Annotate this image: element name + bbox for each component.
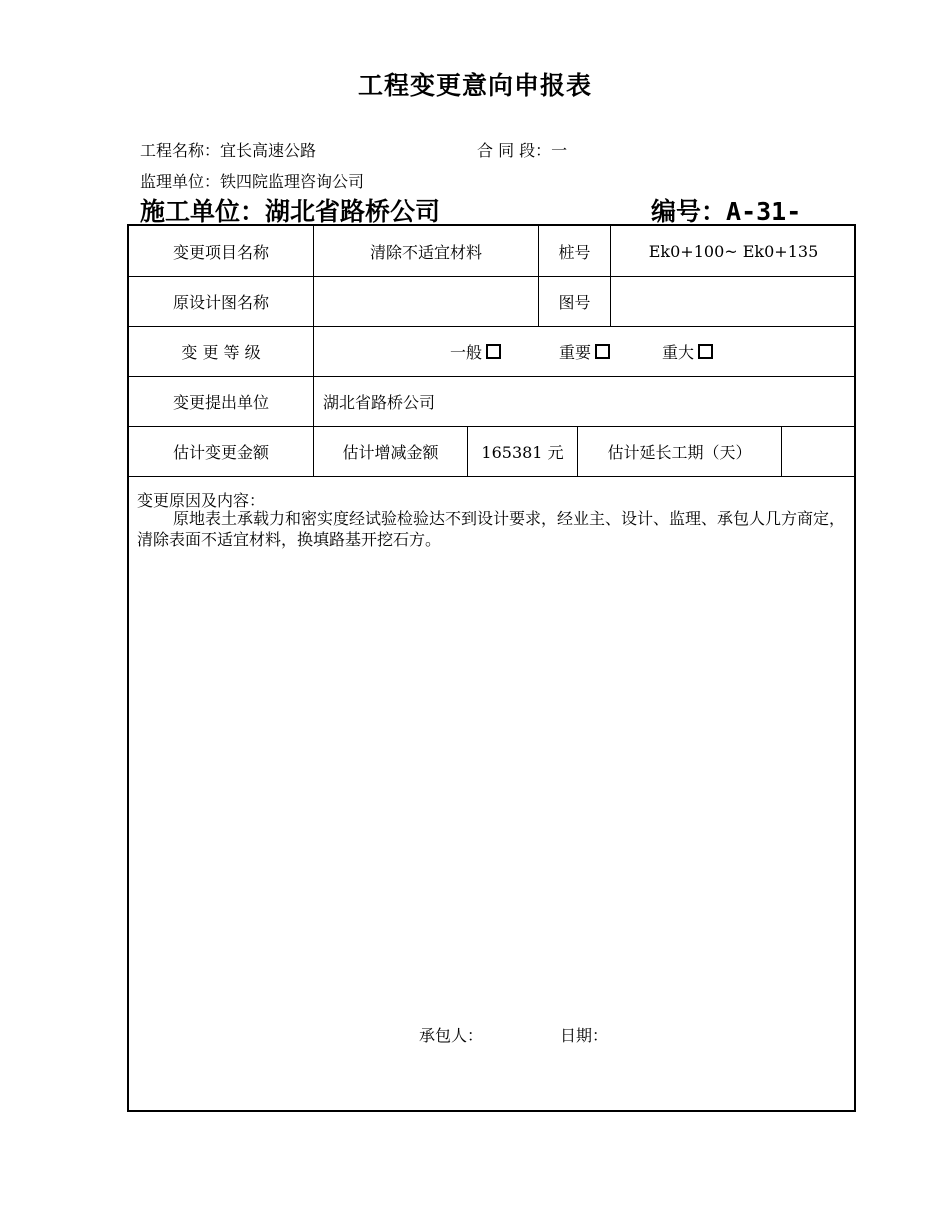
proposer-label: 变更提出单位 <box>172 392 269 412</box>
row-proposer <box>129 376 854 427</box>
checkbox-important[interactable] <box>595 344 610 359</box>
drawing-name-value[interactable] <box>313 276 538 326</box>
drawing-no-label: 图号 <box>538 276 610 326</box>
grade-option-general[interactable] <box>450 340 501 363</box>
proposer-value[interactable]: 湖北省路桥公司 <box>313 376 856 426</box>
grade-option-general-label: 一般 <box>450 342 483 362</box>
reason-text[interactable]: 原地表土承载力和密实度经试验检验达不到设计要求，经业主、设计、监理、承包人几方商定，清除表面不适宜材料，换填路基开挖石方。 <box>137 509 846 549</box>
item-name-label: 变更项目名称 <box>172 242 269 262</box>
amount-label: 估计增减金额 <box>313 426 467 476</box>
grade-option-major[interactable] <box>662 340 713 363</box>
drawing-no-value[interactable] <box>610 276 856 326</box>
grade-option-important-label: 重要 <box>559 342 592 362</box>
estimate-label: 估计变更金额 <box>172 442 269 462</box>
grade-option-important[interactable] <box>559 340 610 363</box>
checkbox-major[interactable] <box>698 344 713 359</box>
row-grade <box>129 326 854 377</box>
contractor-sign-label: 承包人： <box>419 1026 484 1045</box>
contractor-unit: 施工单位：湖北省路桥公司 <box>140 197 441 226</box>
date-label: 日期： <box>560 1026 609 1045</box>
item-name-value[interactable]: 清除不适宜材料 <box>313 226 538 276</box>
grade-options <box>313 326 856 376</box>
form-number <box>651 192 801 228</box>
amount-value[interactable]: 165381 元 <box>467 426 577 476</box>
row-estimate <box>129 426 854 477</box>
form-number-value: A-31- <box>726 197 802 226</box>
contract-section: 合 同 段：一 <box>477 141 568 160</box>
form-number-label: 编号： <box>651 197 727 226</box>
stake-value[interactable]: Ek0+100~ Ek0+135 <box>610 226 856 276</box>
supervisor-unit: 监理单位：铁四院监理咨询公司 <box>140 172 365 191</box>
stake-label: 桩号 <box>538 226 610 276</box>
drawing-name-label: 原设计图名称 <box>172 292 269 312</box>
reason-section <box>129 476 854 1110</box>
extension-label: 估计延长工期（天） <box>577 426 781 476</box>
grade-option-major-label: 重大 <box>662 342 695 362</box>
project-name: 工程名称：宜长高速公路 <box>140 141 317 160</box>
extension-value[interactable] <box>781 426 856 476</box>
checkbox-general[interactable] <box>486 344 501 359</box>
change-form-table <box>127 224 856 1112</box>
grade-label: 变 更 等 级 <box>181 342 261 362</box>
form-title: 工程变更意向申报表 <box>357 71 592 100</box>
row-item-name <box>129 226 854 277</box>
reason-label: 变更原因及内容： <box>137 491 266 510</box>
row-drawing <box>129 276 854 327</box>
